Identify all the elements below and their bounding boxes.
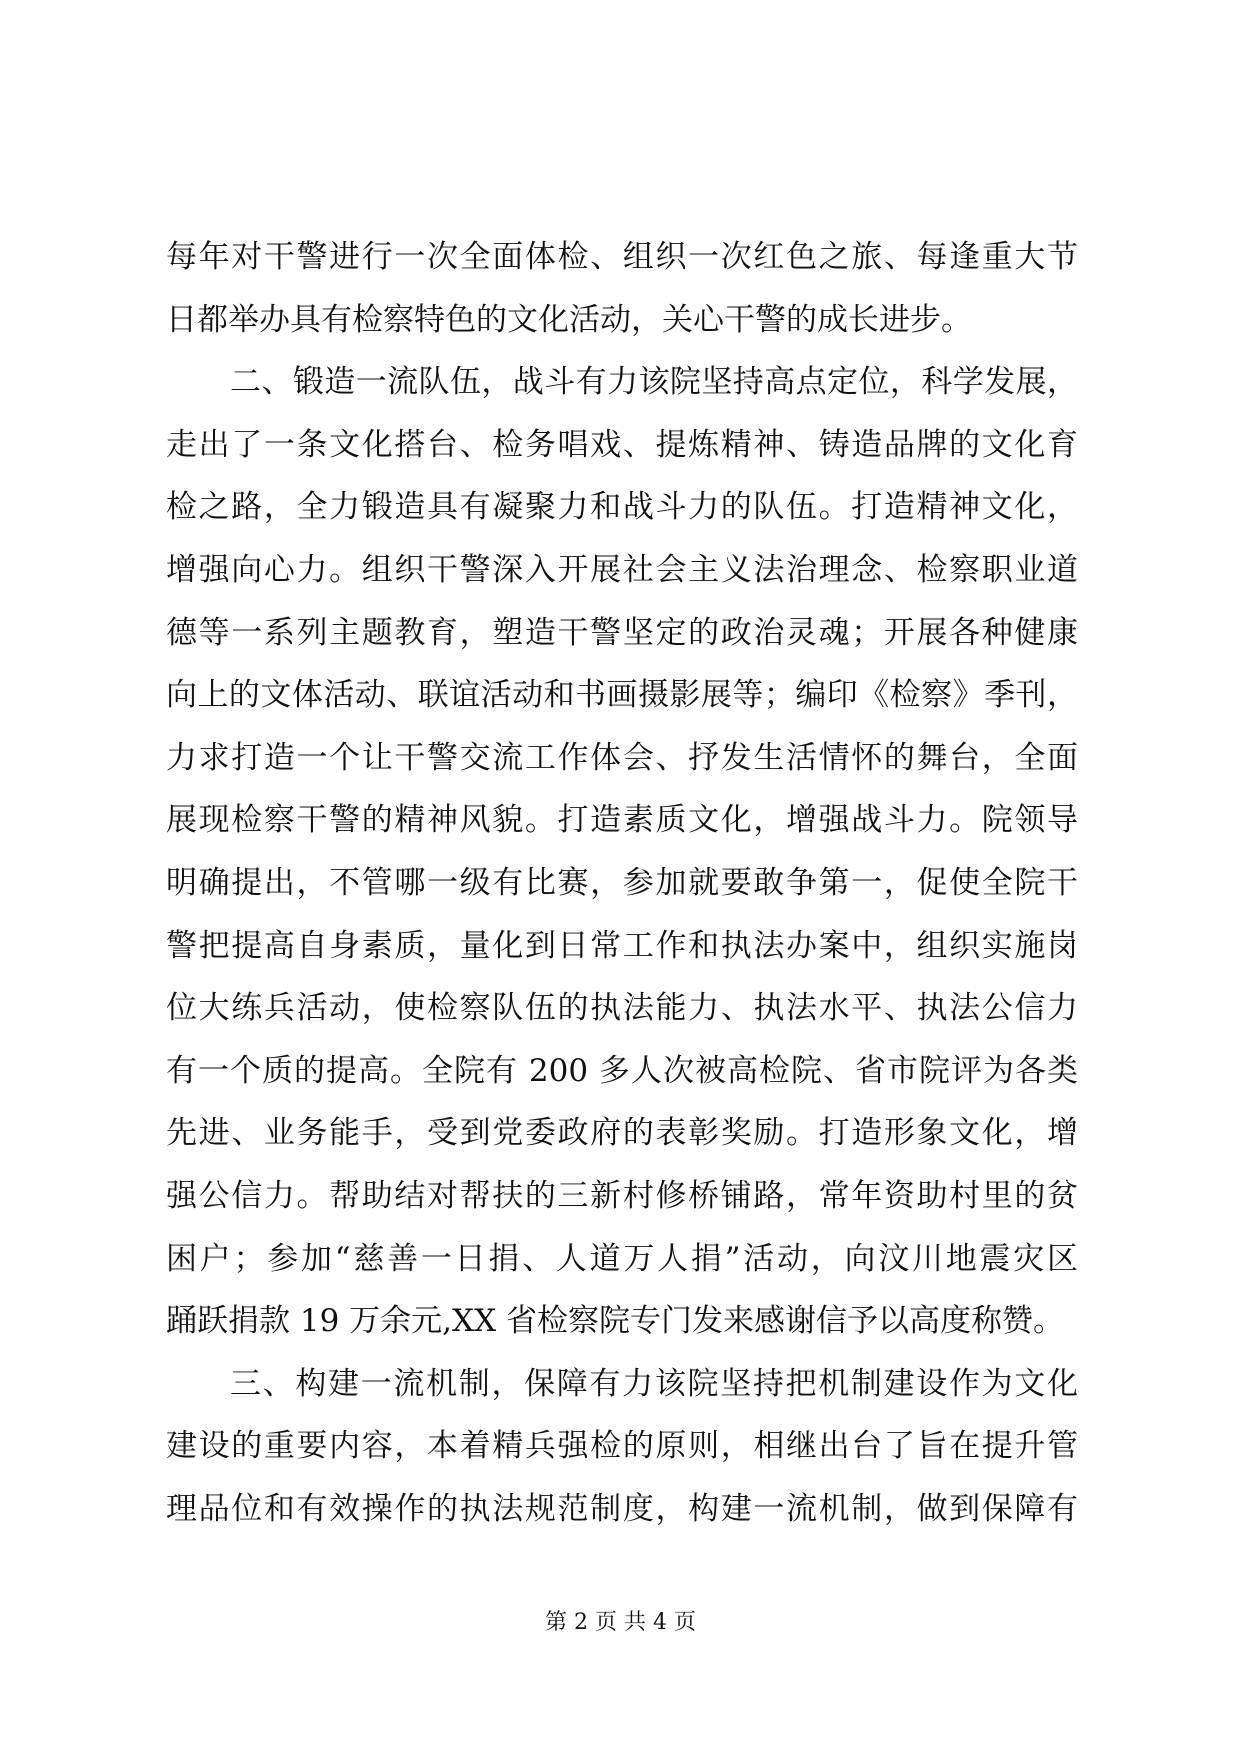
text-line: 踊跃捐款 19 万余元,XX 省检察院专门发来感谢信予以高度称赞。 xyxy=(166,1303,1064,1340)
text-line: 警把提高自身素质，量化到日常工作和执法办案中，组织实施岗 xyxy=(166,927,1078,964)
text-line: 增强向心力。组织干警深入开展社会主义法治理念、检察职业道 xyxy=(166,551,1078,588)
text-line: 二、锻造一流队伍，战斗有力该院坚持高点定位，科学发展， xyxy=(230,364,1078,401)
text-line: 走出了一条文化搭台、检务唱戏、提炼精神、铸造品牌的文化育 xyxy=(166,426,1078,463)
body-text xyxy=(166,226,1078,1540)
text-line: 向上的文体活动、联谊活动和书画摄影展等；编印《检察》季刊， xyxy=(166,677,1078,714)
text-line: 日都举办具有检察特色的文化活动，关心干警的成长进步。 xyxy=(166,301,972,338)
text-line: 理品位和有效操作的执法规范制度，构建一流机制，做到保障有 xyxy=(166,1490,1078,1527)
text-line: 三、构建一流机制，保障有力该院坚持把机制建设作为文化 xyxy=(230,1365,1078,1402)
text-line: 展现检察干警的精神风貌。打造素质文化，增强战斗力。院领导 xyxy=(166,802,1078,839)
text-line: 有一个质的提高。全院有 200 多人次被高检院、省市院评为各类 xyxy=(166,1052,1078,1089)
text-line: 明确提出，不管哪一级有比赛，参加就要敢争第一，促使全院干 xyxy=(166,864,1078,901)
text-line: 建设的重要内容，本着精兵强检的原则，相继出台了旨在提升管 xyxy=(166,1428,1078,1465)
text-line: 检之路，全力锻造具有凝聚力和战斗力的队伍。打造精神文化， xyxy=(166,489,1078,526)
text-line: 强公信力。帮助结对帮扶的三新村修桥铺路，常年资助村里的贫 xyxy=(166,1177,1078,1214)
page-number-footer: 第 2 页 共 4 页 xyxy=(545,1610,696,1635)
text-line: 先进、业务能手，受到党委政府的表彰奖励。打造形象文化，增 xyxy=(166,1115,1078,1152)
text-line: 德等一系列主题教育，塑造干警坚定的政治灵魂；开展各种健康 xyxy=(166,614,1078,651)
text-line: 力求打造一个让干警交流工作体会、抒发生活情怀的舞台，全面 xyxy=(166,739,1078,776)
text-line: 困户；参加“慈善一日捐、人道万人捐”活动，向汶川地震灾区 xyxy=(166,1240,1078,1277)
text-line: 每年对干警进行一次全面体检、组织一次红色之旅、每逢重大节 xyxy=(166,239,1078,275)
text-line: 位大练兵活动，使检察队伍的执法能力、执法水平、执法公信力 xyxy=(166,990,1078,1027)
